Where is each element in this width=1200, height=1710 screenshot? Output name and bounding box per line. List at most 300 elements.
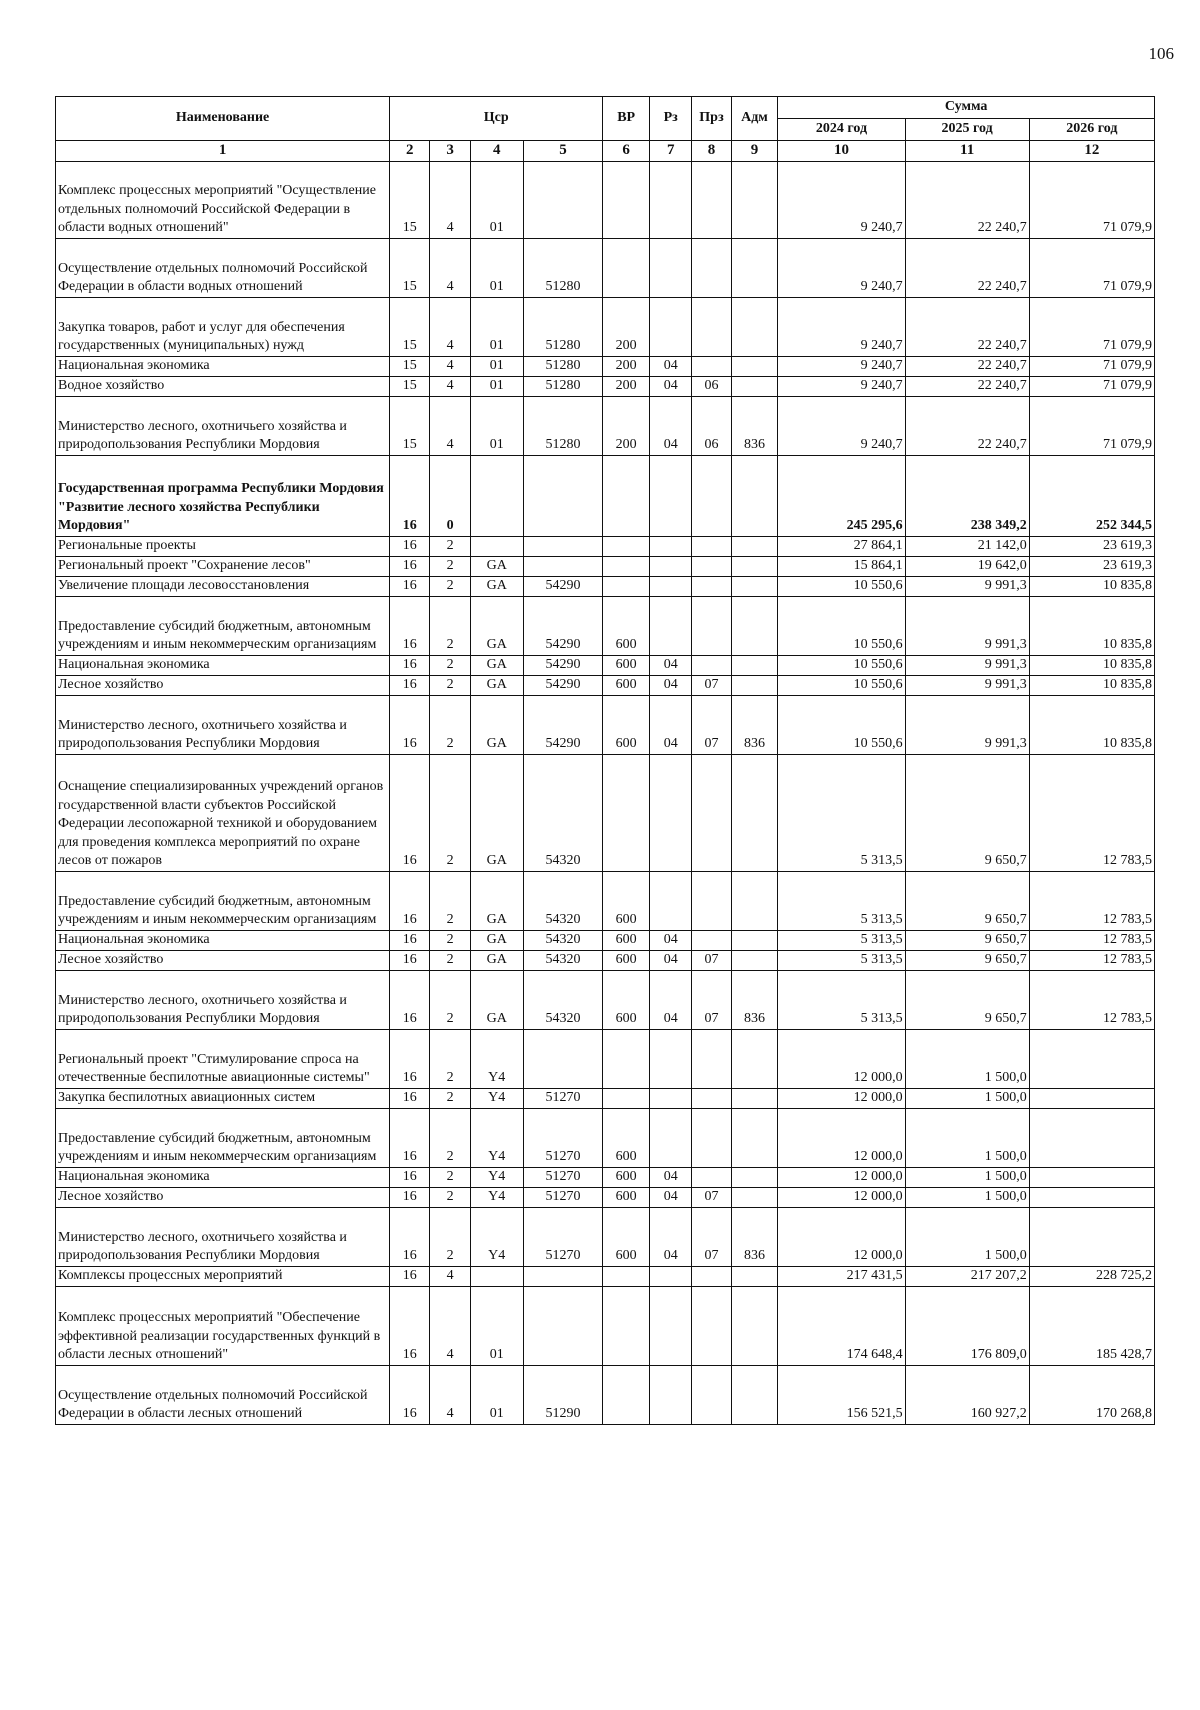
- csr-direction: [523, 455, 603, 536]
- prz-code: [692, 754, 731, 871]
- column-index-cell: 6: [603, 141, 650, 162]
- amount-2024: 10 550,6: [778, 695, 905, 754]
- column-index-cell: 9: [731, 141, 778, 162]
- amount-2025: 22 240,7: [905, 356, 1029, 376]
- row-name: Осуществление отдельных полномочий Российской Федерации в области водных отношений: [56, 238, 390, 297]
- amount-2026: 10 835,8: [1029, 695, 1154, 754]
- rz-code: 04: [649, 1187, 691, 1207]
- page-number: 106: [1148, 44, 1174, 63]
- table-row: [56, 1286, 1155, 1365]
- csr-subprogram: 4: [430, 297, 470, 356]
- amount-2025: 9 650,7: [905, 930, 1029, 950]
- table-row: [56, 675, 1155, 695]
- csr-structural-element: [470, 536, 523, 556]
- adm-code: [731, 356, 778, 376]
- column-index-cell: 8: [692, 141, 731, 162]
- row-name: Лесное хозяйство: [56, 950, 390, 970]
- table-header: [56, 97, 1155, 162]
- prz-code: [692, 161, 731, 238]
- prz-code: [692, 1365, 731, 1424]
- csr-subprogram: 2: [430, 695, 470, 754]
- table-body: [56, 161, 1155, 1424]
- adm-code: 836: [731, 396, 778, 455]
- vr-code: [603, 1365, 650, 1424]
- amount-2024: 12 000,0: [778, 1207, 905, 1266]
- adm-code: [731, 556, 778, 576]
- table-row: [56, 871, 1155, 930]
- csr-direction: [523, 1029, 603, 1088]
- amount-2026: 71 079,9: [1029, 161, 1154, 238]
- csr-subprogram: 4: [430, 238, 470, 297]
- vr-code: [603, 1088, 650, 1108]
- csr-structural-element: 01: [470, 356, 523, 376]
- adm-code: [731, 1286, 778, 1365]
- header-prz: Прз: [692, 97, 731, 141]
- prz-code: 07: [692, 675, 731, 695]
- prz-code: 07: [692, 1187, 731, 1207]
- amount-2026: [1029, 1108, 1154, 1167]
- amount-2026: 12 783,5: [1029, 754, 1154, 871]
- adm-code: [731, 655, 778, 675]
- header-summa: Сумма: [778, 97, 1155, 119]
- csr-structural-element: [470, 1266, 523, 1286]
- csr-program: 16: [390, 675, 430, 695]
- table-row: [56, 1108, 1155, 1167]
- csr-program: 16: [390, 970, 430, 1029]
- rz-code: 04: [649, 695, 691, 754]
- csr-structural-element: 01: [470, 396, 523, 455]
- amount-2026: 71 079,9: [1029, 297, 1154, 356]
- amount-2025: 9 650,7: [905, 871, 1029, 930]
- budget-table: [55, 96, 1155, 1425]
- csr-direction: 51280: [523, 356, 603, 376]
- table-row: [56, 695, 1155, 754]
- rz-code: 04: [649, 675, 691, 695]
- table-row: [56, 655, 1155, 675]
- header-year-2026: 2026 год: [1029, 119, 1154, 141]
- amount-2025: 22 240,7: [905, 161, 1029, 238]
- adm-code: [731, 675, 778, 695]
- csr-structural-element: GA: [470, 950, 523, 970]
- csr-structural-element: 01: [470, 297, 523, 356]
- csr-program: 16: [390, 1266, 430, 1286]
- amount-2026: 71 079,9: [1029, 376, 1154, 396]
- amount-2025: 22 240,7: [905, 238, 1029, 297]
- csr-direction: [523, 536, 603, 556]
- csr-direction: 51280: [523, 396, 603, 455]
- csr-structural-element: GA: [470, 556, 523, 576]
- csr-program: 16: [390, 950, 430, 970]
- amount-2026: 10 835,8: [1029, 576, 1154, 596]
- table-row: [56, 556, 1155, 576]
- csr-subprogram: 2: [430, 871, 470, 930]
- rz-code: [649, 455, 691, 536]
- adm-code: [731, 871, 778, 930]
- amount-2024: 5 313,5: [778, 871, 905, 930]
- prz-code: [692, 1108, 731, 1167]
- rz-code: 04: [649, 396, 691, 455]
- rz-code: [649, 1266, 691, 1286]
- row-name: Предоставление субсидий бюджетным, автономным учреждениям и иным некоммерческим организациям: [56, 1108, 390, 1167]
- row-name: Комплекс процессных мероприятий "Обеспечение эффективной реализации государственных функций в области лесных отношений": [56, 1286, 390, 1365]
- amount-2026: 12 783,5: [1029, 930, 1154, 950]
- row-name: Национальная экономика: [56, 655, 390, 675]
- amount-2026: 71 079,9: [1029, 356, 1154, 376]
- adm-code: [731, 950, 778, 970]
- csr-structural-element: Y4: [470, 1207, 523, 1266]
- rz-code: [649, 1286, 691, 1365]
- amount-2024: 9 240,7: [778, 356, 905, 376]
- amount-2026: 10 835,8: [1029, 675, 1154, 695]
- amount-2026: 185 428,7: [1029, 1286, 1154, 1365]
- prz-code: [692, 1266, 731, 1286]
- csr-structural-element: 01: [470, 376, 523, 396]
- adm-code: [731, 1108, 778, 1167]
- csr-subprogram: 2: [430, 1108, 470, 1167]
- amount-2025: 238 349,2: [905, 455, 1029, 536]
- amount-2025: 1 500,0: [905, 1207, 1029, 1266]
- csr-structural-element: GA: [470, 576, 523, 596]
- csr-direction: 54320: [523, 950, 603, 970]
- table-row: [56, 161, 1155, 238]
- prz-code: [692, 1167, 731, 1187]
- adm-code: [731, 297, 778, 356]
- prz-code: 07: [692, 970, 731, 1029]
- amount-2026: 12 783,5: [1029, 950, 1154, 970]
- adm-code: [731, 1029, 778, 1088]
- csr-program: 15: [390, 238, 430, 297]
- row-name: Министерство лесного, охотничьего хозяйства и природопользования Республики Мордовия: [56, 396, 390, 455]
- csr-program: 16: [390, 1167, 430, 1187]
- amount-2025: 9 991,3: [905, 675, 1029, 695]
- csr-structural-element: 01: [470, 161, 523, 238]
- row-name: Региональный проект "Стимулирование спроса на отечественные беспилотные авиационные системы": [56, 1029, 390, 1088]
- amount-2024: 5 313,5: [778, 754, 905, 871]
- row-name: Лесное хозяйство: [56, 675, 390, 695]
- amount-2025: 1 500,0: [905, 1088, 1029, 1108]
- rz-code: 04: [649, 1167, 691, 1187]
- table-row: [56, 754, 1155, 871]
- csr-subprogram: 2: [430, 970, 470, 1029]
- amount-2025: 1 500,0: [905, 1187, 1029, 1207]
- amount-2024: 9 240,7: [778, 396, 905, 455]
- column-index-cell: 7: [649, 141, 691, 162]
- csr-subprogram: 2: [430, 754, 470, 871]
- csr-subprogram: 2: [430, 1088, 470, 1108]
- amount-2024: 9 240,7: [778, 376, 905, 396]
- rz-code: [649, 556, 691, 576]
- csr-subprogram: 2: [430, 1029, 470, 1088]
- amount-2026: 10 835,8: [1029, 655, 1154, 675]
- row-name: Водное хозяйство: [56, 376, 390, 396]
- rz-code: [649, 297, 691, 356]
- csr-subprogram: 4: [430, 161, 470, 238]
- rz-code: [649, 536, 691, 556]
- rz-code: [649, 161, 691, 238]
- csr-program: 16: [390, 1029, 430, 1088]
- csr-structural-element: Y4: [470, 1108, 523, 1167]
- csr-subprogram: 4: [430, 376, 470, 396]
- column-index-cell: 1: [56, 141, 390, 162]
- csr-structural-element: 01: [470, 238, 523, 297]
- amount-2025: 9 991,3: [905, 655, 1029, 675]
- csr-subprogram: 4: [430, 396, 470, 455]
- amount-2026: [1029, 1029, 1154, 1088]
- vr-code: [603, 1029, 650, 1088]
- csr-program: 16: [390, 871, 430, 930]
- amount-2024: 15 864,1: [778, 556, 905, 576]
- amount-2025: 19 642,0: [905, 556, 1029, 576]
- column-index-cell: 2: [390, 141, 430, 162]
- prz-code: [692, 871, 731, 930]
- csr-program: 16: [390, 754, 430, 871]
- amount-2024: 5 313,5: [778, 950, 905, 970]
- header-year-2025: 2025 год: [905, 119, 1029, 141]
- csr-program: 16: [390, 695, 430, 754]
- adm-code: [731, 576, 778, 596]
- row-name: Предоставление субсидий бюджетным, автономным учреждениям и иным некоммерческим организациям: [56, 596, 390, 655]
- prz-code: [692, 238, 731, 297]
- csr-direction: 54320: [523, 930, 603, 950]
- table-row: [56, 376, 1155, 396]
- csr-structural-element: GA: [470, 596, 523, 655]
- table-row: [56, 930, 1155, 950]
- row-name: Лесное хозяйство: [56, 1187, 390, 1207]
- rz-code: 04: [649, 930, 691, 950]
- table-row: [56, 1088, 1155, 1108]
- csr-subprogram: 2: [430, 930, 470, 950]
- vr-code: [603, 161, 650, 238]
- adm-code: [731, 1266, 778, 1286]
- row-name: Национальная экономика: [56, 356, 390, 376]
- csr-program: 15: [390, 396, 430, 455]
- header-csr: Цср: [390, 97, 603, 141]
- amount-2024: 27 864,1: [778, 536, 905, 556]
- amount-2024: 12 000,0: [778, 1187, 905, 1207]
- rz-code: 04: [649, 1207, 691, 1266]
- amount-2025: 176 809,0: [905, 1286, 1029, 1365]
- csr-subprogram: 2: [430, 536, 470, 556]
- vr-code: 200: [603, 396, 650, 455]
- csr-program: 16: [390, 1088, 430, 1108]
- amount-2024: 10 550,6: [778, 675, 905, 695]
- csr-program: 16: [390, 655, 430, 675]
- amount-2026: 10 835,8: [1029, 596, 1154, 655]
- amount-2024: 217 431,5: [778, 1266, 905, 1286]
- table-row: [56, 1187, 1155, 1207]
- amount-2024: 10 550,6: [778, 655, 905, 675]
- csr-structural-element: GA: [470, 655, 523, 675]
- row-name: Министерство лесного, охотничьего хозяйства и природопользования Республики Мордовия: [56, 695, 390, 754]
- csr-program: 16: [390, 930, 430, 950]
- amount-2025: 9 650,7: [905, 754, 1029, 871]
- amount-2025: 9 991,3: [905, 695, 1029, 754]
- amount-2026: 71 079,9: [1029, 396, 1154, 455]
- amount-2024: 9 240,7: [778, 161, 905, 238]
- csr-direction: 51270: [523, 1207, 603, 1266]
- amount-2024: 10 550,6: [778, 576, 905, 596]
- row-name: Министерство лесного, охотничьего хозяйства и природопользования Республики Мордовия: [56, 970, 390, 1029]
- vr-code: 600: [603, 1167, 650, 1187]
- adm-code: [731, 1365, 778, 1424]
- vr-code: [603, 1266, 650, 1286]
- csr-program: 15: [390, 161, 430, 238]
- header-vr: ВР: [603, 97, 650, 141]
- csr-direction: 54290: [523, 596, 603, 655]
- amount-2025: 9 991,3: [905, 596, 1029, 655]
- rz-code: 04: [649, 970, 691, 1029]
- vr-code: 200: [603, 376, 650, 396]
- vr-code: [603, 536, 650, 556]
- csr-program: 16: [390, 1365, 430, 1424]
- column-index-row: [56, 141, 1155, 162]
- rz-code: [649, 596, 691, 655]
- table-row: [56, 1207, 1155, 1266]
- csr-direction: 51270: [523, 1088, 603, 1108]
- rz-code: [649, 1029, 691, 1088]
- csr-direction: 51280: [523, 297, 603, 356]
- table-row: [56, 1365, 1155, 1424]
- csr-program: 16: [390, 576, 430, 596]
- row-name: Министерство лесного, охотничьего хозяйства и природопользования Республики Мордовия: [56, 1207, 390, 1266]
- prz-code: [692, 1286, 731, 1365]
- csr-program: 16: [390, 455, 430, 536]
- row-name: Увеличение площади лесовосстановления: [56, 576, 390, 596]
- amount-2025: 9 650,7: [905, 950, 1029, 970]
- amount-2026: [1029, 1167, 1154, 1187]
- csr-structural-element: GA: [470, 970, 523, 1029]
- table-row: [56, 1029, 1155, 1088]
- rz-code: [649, 238, 691, 297]
- rz-code: 04: [649, 950, 691, 970]
- table-row: [56, 950, 1155, 970]
- amount-2024: 9 240,7: [778, 297, 905, 356]
- csr-direction: 51270: [523, 1187, 603, 1207]
- csr-structural-element: Y4: [470, 1167, 523, 1187]
- rz-code: [649, 1108, 691, 1167]
- amount-2024: 156 521,5: [778, 1365, 905, 1424]
- table-row: [56, 970, 1155, 1029]
- column-index-cell: 5: [523, 141, 603, 162]
- amount-2025: 21 142,0: [905, 536, 1029, 556]
- csr-subprogram: 2: [430, 576, 470, 596]
- table-row: [56, 238, 1155, 297]
- csr-direction: 54320: [523, 754, 603, 871]
- amount-2025: 1 500,0: [905, 1029, 1029, 1088]
- csr-subprogram: 2: [430, 1207, 470, 1266]
- header-rz: Рз: [649, 97, 691, 141]
- prz-code: [692, 576, 731, 596]
- prz-code: [692, 455, 731, 536]
- vr-code: [603, 754, 650, 871]
- column-index-cell: 11: [905, 141, 1029, 162]
- amount-2025: 22 240,7: [905, 396, 1029, 455]
- amount-2026: 23 619,3: [1029, 556, 1154, 576]
- amount-2025: 1 500,0: [905, 1108, 1029, 1167]
- csr-direction: 51280: [523, 376, 603, 396]
- vr-code: 600: [603, 695, 650, 754]
- adm-code: [731, 1167, 778, 1187]
- csr-program: 16: [390, 1286, 430, 1365]
- prz-code: [692, 596, 731, 655]
- amount-2026: 252 344,5: [1029, 455, 1154, 536]
- csr-subprogram: 2: [430, 655, 470, 675]
- header-year-2024: 2024 год: [778, 119, 905, 141]
- csr-program: 16: [390, 1108, 430, 1167]
- table-row: [56, 576, 1155, 596]
- table-row: [56, 297, 1155, 356]
- prz-code: 07: [692, 1207, 731, 1266]
- amount-2026: [1029, 1207, 1154, 1266]
- csr-direction: [523, 556, 603, 576]
- csr-direction: [523, 161, 603, 238]
- csr-structural-element: GA: [470, 675, 523, 695]
- csr-subprogram: 2: [430, 1187, 470, 1207]
- prz-code: [692, 655, 731, 675]
- csr-direction: 51290: [523, 1365, 603, 1424]
- adm-code: [731, 455, 778, 536]
- row-name: Государственная программа Республики Мордовия "Развитие лесного хозяйства Республики Мордовия": [56, 455, 390, 536]
- amount-2024: 12 000,0: [778, 1088, 905, 1108]
- row-name: Предоставление субсидий бюджетным, автономным учреждениям и иным некоммерческим организациям: [56, 871, 390, 930]
- rz-code: [649, 576, 691, 596]
- csr-direction: [523, 1286, 603, 1365]
- row-name: Комплексы процессных мероприятий: [56, 1266, 390, 1286]
- adm-code: 836: [731, 695, 778, 754]
- csr-program: 16: [390, 536, 430, 556]
- csr-structural-element: 01: [470, 1286, 523, 1365]
- column-index-cell: 12: [1029, 141, 1154, 162]
- row-name: Национальная экономика: [56, 1167, 390, 1187]
- prz-code: 07: [692, 695, 731, 754]
- adm-code: [731, 596, 778, 655]
- csr-structural-element: GA: [470, 754, 523, 871]
- vr-code: 600: [603, 930, 650, 950]
- csr-subprogram: 4: [430, 1266, 470, 1286]
- csr-program: 16: [390, 1207, 430, 1266]
- amount-2024: 12 000,0: [778, 1167, 905, 1187]
- vr-code: 600: [603, 1108, 650, 1167]
- vr-code: [603, 1286, 650, 1365]
- row-name: Осуществление отдельных полномочий Российской Федерации в области лесных отношений: [56, 1365, 390, 1424]
- csr-subprogram: 4: [430, 356, 470, 376]
- prz-code: [692, 1088, 731, 1108]
- csr-structural-element: [470, 455, 523, 536]
- amount-2024: 12 000,0: [778, 1108, 905, 1167]
- row-name: Закупка товаров, работ и услуг для обеспечения государственных (муниципальных) нужд: [56, 297, 390, 356]
- vr-code: 200: [603, 356, 650, 376]
- rz-code: 04: [649, 376, 691, 396]
- amount-2026: 12 783,5: [1029, 970, 1154, 1029]
- csr-program: 15: [390, 297, 430, 356]
- amount-2024: 245 295,6: [778, 455, 905, 536]
- csr-program: 16: [390, 556, 430, 576]
- csr-structural-element: Y4: [470, 1187, 523, 1207]
- column-index-cell: 10: [778, 141, 905, 162]
- csr-program: 15: [390, 376, 430, 396]
- prz-code: [692, 356, 731, 376]
- prz-code: [692, 297, 731, 356]
- adm-code: [731, 161, 778, 238]
- table-row: [56, 1266, 1155, 1286]
- table-row: [56, 396, 1155, 455]
- vr-code: [603, 556, 650, 576]
- csr-subprogram: 2: [430, 950, 470, 970]
- prz-code: 06: [692, 376, 731, 396]
- rz-code: 04: [649, 655, 691, 675]
- csr-direction: 51270: [523, 1167, 603, 1187]
- csr-direction: 51270: [523, 1108, 603, 1167]
